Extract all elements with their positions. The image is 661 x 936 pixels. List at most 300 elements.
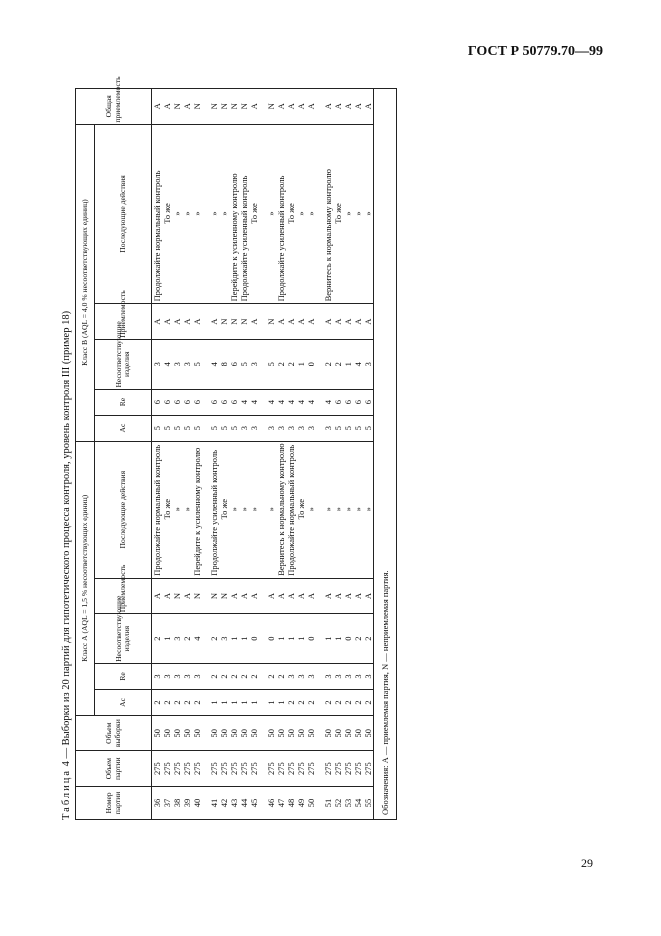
table-cell: A: [172, 304, 182, 339]
table-cell: »: [343, 441, 353, 578]
table-cell: A: [323, 578, 333, 613]
table-cell: A: [152, 304, 163, 339]
table-cell: 2: [229, 663, 239, 689]
table-cell: 50: [306, 786, 316, 819]
table-cell: 2: [182, 614, 192, 664]
table-cell: A: [209, 304, 219, 339]
table-cell: 50: [296, 715, 306, 750]
table-cell: 0: [266, 614, 276, 664]
table-cell: 1: [276, 614, 286, 664]
table-cell: 0: [306, 339, 316, 389]
table-cell: 2: [266, 663, 276, 689]
table-cell: Продолжайте усиленный контроль: [239, 124, 249, 304]
table-cell: 3: [172, 663, 182, 689]
table-row: [249, 89, 259, 820]
col-header-sample-size: Объем выборки: [76, 715, 152, 750]
table-cell: 2: [286, 689, 296, 715]
table-cell: 4: [266, 389, 276, 415]
table-row: [276, 89, 286, 820]
caption-label: Таблица: [61, 768, 72, 820]
table-cell: 3: [276, 415, 286, 441]
table-cell: 3: [363, 339, 374, 389]
table-cell: A: [363, 578, 374, 613]
table-cell: 50: [323, 715, 333, 750]
table-row: [333, 89, 343, 820]
table-cell: Продолжайте усиленный контроль: [209, 441, 219, 578]
table-cell: A: [353, 578, 363, 613]
spacer-cell: [202, 786, 209, 819]
table-cell: 3: [286, 663, 296, 689]
table-cell: 1: [296, 339, 306, 389]
table-cell: 45: [249, 786, 259, 819]
table-cell: N: [239, 89, 249, 125]
table-cell: 43: [229, 786, 239, 819]
table-cell: 3: [192, 663, 202, 689]
table-cell: 50: [249, 715, 259, 750]
table-cell: 5: [266, 339, 276, 389]
table-cell: 50: [172, 715, 182, 750]
table-cell: 3: [323, 415, 333, 441]
table-cell: A: [162, 578, 172, 613]
table-cell: 41: [209, 786, 219, 819]
spacer-cell: [259, 689, 266, 715]
table-cell: A: [182, 578, 192, 613]
table-cell: 3: [333, 663, 343, 689]
table-cell: 2: [286, 339, 296, 389]
table-cell: A: [249, 578, 259, 613]
table-cell: 275: [209, 751, 219, 786]
table-cell: »: [219, 124, 229, 304]
table-cell: 4: [192, 614, 202, 664]
table-cell: »: [172, 124, 182, 304]
col-header-b-action: Последующие действия: [95, 124, 152, 304]
table-cell: 6: [229, 389, 239, 415]
table-cell: 55: [363, 786, 374, 819]
table-cell: 275: [182, 751, 192, 786]
table-cell: 50: [209, 715, 219, 750]
table-cell: 6: [172, 389, 182, 415]
table-cell: 275: [219, 751, 229, 786]
col-header-class-b: Класс В (AQL = 4,0 % несоответствующих единиц): [76, 124, 95, 441]
table-cell: 6: [353, 389, 363, 415]
table-cell: 3: [353, 663, 363, 689]
spacer-cell: [316, 124, 323, 304]
table-cell: A: [162, 304, 172, 339]
table-cell: 2: [249, 663, 259, 689]
table-row: [229, 89, 239, 820]
table-cell: 2: [219, 663, 229, 689]
table-cell: 49: [296, 786, 306, 819]
table-cell: A: [306, 304, 316, 339]
data-table: [75, 76, 397, 820]
spacer-cell: [316, 578, 323, 613]
table-cell: A: [323, 304, 333, 339]
col-header-b-ac: Ac: [95, 415, 152, 441]
table-cell: »: [239, 441, 249, 578]
table-cell: 5: [229, 415, 239, 441]
table-cell: 3: [239, 415, 249, 441]
table-cell: 3: [152, 663, 163, 689]
table-cell: 1: [239, 614, 249, 664]
table-cell: 50: [353, 715, 363, 750]
table-cell: N: [172, 578, 182, 613]
table-row: [162, 89, 172, 820]
table-cell: 1: [229, 614, 239, 664]
spacer-cell: [259, 751, 266, 786]
table-cell: 53: [343, 786, 353, 819]
table-cell: A: [363, 89, 374, 125]
table-cell: »: [229, 441, 239, 578]
table-cell: 2: [276, 339, 286, 389]
spacer-cell: [202, 578, 209, 613]
table-cell: 3: [296, 415, 306, 441]
table-cell: A: [182, 304, 192, 339]
col-header-overall: Общая приемлемость: [76, 89, 152, 125]
table-cell: 2: [306, 689, 316, 715]
table-cell: 6: [229, 339, 239, 389]
col-header-b-accept: Приемлемость: [95, 304, 152, 339]
table-cell: 3: [286, 415, 296, 441]
table-cell: 50: [276, 715, 286, 750]
spacer-cell: [259, 304, 266, 339]
table-cell: 275: [172, 751, 182, 786]
table-cell: A: [296, 89, 306, 125]
table-caption: [58, 88, 75, 820]
table-cell: 275: [192, 751, 202, 786]
spacer-cell: [259, 441, 266, 578]
table-cell: 275: [353, 751, 363, 786]
table-cell: 275: [363, 751, 374, 786]
table-cell: 3: [182, 663, 192, 689]
table-cell: »: [249, 441, 259, 578]
table-cell: 50: [363, 715, 374, 750]
spacer-cell: [259, 339, 266, 389]
table-cell: 4: [239, 389, 249, 415]
table-cell: »: [353, 441, 363, 578]
table-cell: 1: [323, 614, 333, 664]
table-cell: N: [192, 578, 202, 613]
spacer-cell: [202, 689, 209, 715]
table-row: [209, 89, 219, 820]
group-spacer: [202, 89, 209, 820]
table-cell: A: [323, 89, 333, 125]
table-cell: 2: [239, 663, 249, 689]
table-cell: »: [296, 124, 306, 304]
table-cell: 2: [172, 689, 182, 715]
table-cell: A: [306, 578, 316, 613]
table-cell: 2: [152, 689, 163, 715]
table-cell: 275: [162, 751, 172, 786]
table-cell: 38: [172, 786, 182, 819]
spacer-cell: [316, 389, 323, 415]
table-cell: Вернитесь к нормальному контролю: [276, 441, 286, 578]
table-cell: 3: [182, 339, 192, 389]
col-header-a-re: Re: [95, 663, 152, 689]
table-body: [152, 89, 397, 820]
table-cell: Вернитесь к нормальному контролю: [323, 124, 333, 304]
table-cell: 6: [152, 389, 163, 415]
table-cell: 2: [363, 614, 374, 664]
table-cell: A: [249, 89, 259, 125]
table-cell: 3: [363, 663, 374, 689]
table-cell: 4: [323, 389, 333, 415]
page-number: 29: [581, 856, 593, 870]
table-cell: 50: [239, 715, 249, 750]
spacer-cell: [202, 715, 209, 750]
table-cell: A: [296, 304, 306, 339]
table-cell: N: [266, 304, 276, 339]
table-cell: 4: [296, 389, 306, 415]
table-cell: 5: [219, 415, 229, 441]
table-cell: »: [209, 124, 219, 304]
table-cell: A: [333, 89, 343, 125]
table-cell: 3: [172, 339, 182, 389]
rotated-table-block: [58, 76, 578, 820]
table-cell: 48: [286, 786, 296, 819]
table-cell: 2: [162, 689, 172, 715]
table-cell: 5: [162, 415, 172, 441]
table-cell: A: [239, 578, 249, 613]
table-cell: 0: [343, 614, 353, 664]
footnote: Обозначения: А — приемлемая партия, N — неприемлемая партия.: [374, 89, 397, 820]
table-cell: A: [152, 578, 163, 613]
spacer-cell: [202, 389, 209, 415]
table-cell: Продолжайте нормальный контроль: [286, 441, 296, 578]
spacer-cell: [202, 415, 209, 441]
table-row: [343, 89, 353, 820]
table-cell: 54: [353, 786, 363, 819]
table-row: [296, 89, 306, 820]
spacer-cell: [316, 441, 323, 578]
table-cell: 4: [249, 389, 259, 415]
table-cell: 2: [323, 339, 333, 389]
spacer-cell: [316, 614, 323, 664]
table-cell: 46: [266, 786, 276, 819]
table-row: [286, 89, 296, 820]
table-cell: 44: [239, 786, 249, 819]
table-cell: 2: [152, 614, 163, 664]
table-cell: A: [276, 578, 286, 613]
table-cell: »: [306, 441, 316, 578]
table-cell: То же: [333, 124, 343, 304]
caption-text: — Выборки из 20 партий для гипотетического процесса контроля, уровень контроля III (пример 18): [61, 310, 72, 762]
table-cell: 2: [209, 663, 219, 689]
table-cell: Продолжайте нормальный контроль: [152, 124, 163, 304]
table-cell: 5: [152, 415, 163, 441]
table-cell: 42: [219, 786, 229, 819]
table-cell: 275: [343, 751, 353, 786]
table-cell: A: [229, 578, 239, 613]
table-cell: A: [182, 89, 192, 125]
table-cell: 275: [323, 751, 333, 786]
table-cell: 4: [306, 389, 316, 415]
table-cell: A: [343, 304, 353, 339]
table-cell: »: [266, 124, 276, 304]
table-cell: 3: [296, 663, 306, 689]
table-cell: 2: [353, 689, 363, 715]
table-row: [353, 89, 363, 820]
table-cell: 4: [286, 389, 296, 415]
table-cell: 3: [249, 339, 259, 389]
table-row: [323, 89, 333, 820]
table-cell: A: [192, 304, 202, 339]
table-cell: 5: [363, 415, 374, 441]
table-cell: 1: [209, 689, 219, 715]
spacer-cell: [202, 339, 209, 389]
table-cell: 1: [296, 614, 306, 664]
table-cell: »: [306, 124, 316, 304]
table-cell: 2: [209, 614, 219, 664]
table-cell: 50: [343, 715, 353, 750]
table-cell: 2: [192, 689, 202, 715]
table-cell: Продолжайте нормальный контроль: [152, 441, 163, 578]
table-cell: 5: [343, 415, 353, 441]
table-cell: N: [229, 304, 239, 339]
table-cell: 6: [343, 389, 353, 415]
spacer-cell: [202, 124, 209, 304]
spacer-cell: [316, 415, 323, 441]
table-cell: N: [219, 89, 229, 125]
table-cell: 2: [276, 663, 286, 689]
table-cell: »: [172, 441, 182, 578]
table-cell: 40: [192, 786, 202, 819]
spacer-cell: [259, 124, 266, 304]
table-cell: 275: [266, 751, 276, 786]
table-cell: N: [209, 578, 219, 613]
table-cell: A: [306, 89, 316, 125]
table-row: [192, 89, 202, 820]
table-cell: То же: [162, 441, 172, 578]
table-cell: N: [219, 304, 229, 339]
document-header: ГОСТ Р 50779.70—99: [467, 44, 603, 59]
table-cell: 1: [239, 689, 249, 715]
table-cell: A: [286, 89, 296, 125]
table-cell: »: [363, 124, 374, 304]
table-cell: 275: [306, 751, 316, 786]
table-cell: 5: [192, 339, 202, 389]
table-cell: N: [192, 89, 202, 125]
table-cell: 275: [286, 751, 296, 786]
spacer-cell: [202, 663, 209, 689]
table-cell: 50: [266, 715, 276, 750]
spacer-cell: [202, 614, 209, 664]
table-cell: 5: [353, 415, 363, 441]
table-cell: 5: [239, 339, 249, 389]
table-cell: 50: [306, 715, 316, 750]
table-cell: A: [296, 578, 306, 613]
table-cell: N: [219, 578, 229, 613]
caption-number: 4: [61, 761, 72, 767]
table-cell: 6: [182, 389, 192, 415]
table-cell: 1: [266, 689, 276, 715]
table-cell: 50: [152, 715, 163, 750]
spacer-cell: [316, 89, 323, 125]
table-cell: »: [343, 124, 353, 304]
table-cell: »: [182, 124, 192, 304]
table-cell: A: [363, 304, 374, 339]
table-cell: A: [286, 578, 296, 613]
table-cell: 36: [152, 786, 163, 819]
table-cell: 0: [249, 614, 259, 664]
table-cell: A: [333, 578, 343, 613]
spacer-cell: [316, 715, 323, 750]
table-cell: 275: [333, 751, 343, 786]
table-cell: N: [229, 89, 239, 125]
table-cell: 50: [182, 715, 192, 750]
table-cell: 2: [363, 689, 374, 715]
table-cell: A: [286, 304, 296, 339]
table-cell: То же: [296, 441, 306, 578]
table-cell: 0: [306, 614, 316, 664]
table-cell: 52: [333, 786, 343, 819]
table-cell: 3: [249, 415, 259, 441]
table-row: [239, 89, 249, 820]
table-cell: 3: [152, 339, 163, 389]
table-cell: 275: [239, 751, 249, 786]
spacer-cell: [202, 441, 209, 578]
table-cell: »: [192, 124, 202, 304]
table-cell: 2: [333, 339, 343, 389]
table-cell: 3: [219, 614, 229, 664]
table-cell: 1: [249, 689, 259, 715]
table-cell: A: [333, 304, 343, 339]
table-cell: A: [249, 304, 259, 339]
table-cell: 3: [266, 415, 276, 441]
table-cell: 3: [306, 415, 316, 441]
col-header-a-nonconf: Несоответствующие изделия: [95, 614, 152, 664]
table-cell: Продолжайте усиленный контроль: [276, 124, 286, 304]
table-cell: То же: [286, 124, 296, 304]
table-cell: 1: [162, 614, 172, 664]
col-header-b-nonconf: Несоответствующие изделия: [95, 339, 152, 389]
table-cell: A: [266, 578, 276, 613]
table-cell: 5: [209, 415, 219, 441]
table-cell: Перейдите к усиленному контролю: [229, 124, 239, 304]
table-cell: 5: [333, 415, 343, 441]
table-cell: 2: [296, 689, 306, 715]
spacer-cell: [202, 304, 209, 339]
table-cell: »: [363, 441, 374, 578]
spacer-cell: [202, 751, 209, 786]
table-cell: 3: [162, 663, 172, 689]
spacer-cell: [316, 304, 323, 339]
spacer-cell: [259, 614, 266, 664]
table-cell: 6: [333, 389, 343, 415]
table-cell: A: [343, 89, 353, 125]
table-row: [172, 89, 182, 820]
spacer-cell: [259, 715, 266, 750]
col-header-lot: Номер партии: [76, 786, 152, 819]
col-header-class-a: Класс А (AQL = 1,5 % несоответствующих единиц): [76, 441, 95, 715]
table-row: [182, 89, 192, 820]
table-cell: A: [162, 89, 172, 125]
table-cell: 1: [219, 689, 229, 715]
table-cell: 50: [229, 715, 239, 750]
table-cell: A: [343, 578, 353, 613]
table-row: [266, 89, 276, 820]
table-cell: 8: [219, 339, 229, 389]
col-header-lot-size: Объем партии: [76, 751, 152, 786]
table-row: [306, 89, 316, 820]
spacer-cell: [259, 663, 266, 689]
table-cell: 4: [162, 339, 172, 389]
table-cell: 2: [353, 614, 363, 664]
table-cell: A: [276, 89, 286, 125]
table-cell: То же: [249, 124, 259, 304]
table-cell: 275: [296, 751, 306, 786]
footnote-row: [374, 89, 397, 820]
table-cell: »: [353, 124, 363, 304]
